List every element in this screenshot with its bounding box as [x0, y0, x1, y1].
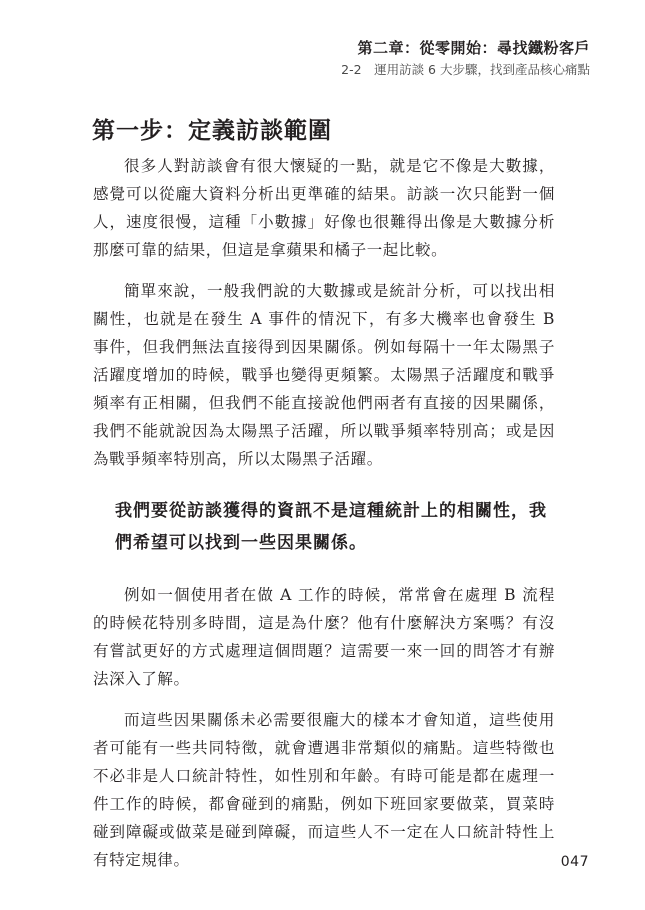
- section-subtitle: 2-2 運用訪談 6 大步驟，找到產品核心痛點: [341, 62, 590, 77]
- running-header: [341, 38, 590, 78]
- paragraph-4: 而這些因果關係未必需要很龐大的樣本才會知道，這些使用者可能有一些共同特徵，就會遭遇非常類似的痛點。這些特徵也不必非是人口統計特性，如性別和年齡。有時可能是都在處理一件工作的時候，都會碰到的痛點，例如下班回家要做菜，買菜時碰到障礙或做菜是碰到障礙，而這些人不一定在人口統計特性上有特定規律。: [93, 711, 555, 869]
- paragraph-2: 簡單來說，一般我們說的大數據或是統計分析，可以找出相關性，也就是在發生 A 事件的情況下，有多大機率也會發生 B 事件，但我們無法直接得到因果關係。例如每隔十一年太陽黑子活躍度增加的時候，戰爭也變得更頻繁。太陽黑子活躍度和戰爭頻率有正相關，但我們不能直接說他們兩者有直接的因果關係，我們不能就說因為太陽黑子活躍，所以戰爭頻率特別高；或是因為戰爭頻率特別高，所以太陽黑子活躍。: [93, 282, 555, 468]
- highlight-statement: 我們要從訪談獲得的資訊不是這種統計上的相關性，我們希望可以找到一些因果關係。: [115, 501, 547, 553]
- section-heading: 第一步：定義訪談範圍: [92, 118, 332, 144]
- paragraph-3: 例如一個使用者在做 A 工作的時候，常常會在處理 B 流程的時候花特別多時間，這是為什麼？他有什麼解決方案嗎？有沒有嘗試更好的方式處理這個問題？這需要一來一回的問答才有辦法深入了解。: [93, 586, 555, 688]
- body-text: [93, 152, 555, 887]
- chapter-title: 第二章：從零開始：尋找鐵粉客戶: [357, 39, 590, 57]
- page-number: 047: [560, 854, 589, 870]
- paragraph-1: 很多人對訪談會有很大懷疑的一點，就是它不像是大數據，感覺可以從龐大資料分析出更準確的結果。訪談一次只能對一個人，速度很慢，這種「小數據」好像也很難得出像是大數據分析那麼可靠的結果，但這是拿蘋果和橘子一起比較。: [93, 157, 555, 259]
